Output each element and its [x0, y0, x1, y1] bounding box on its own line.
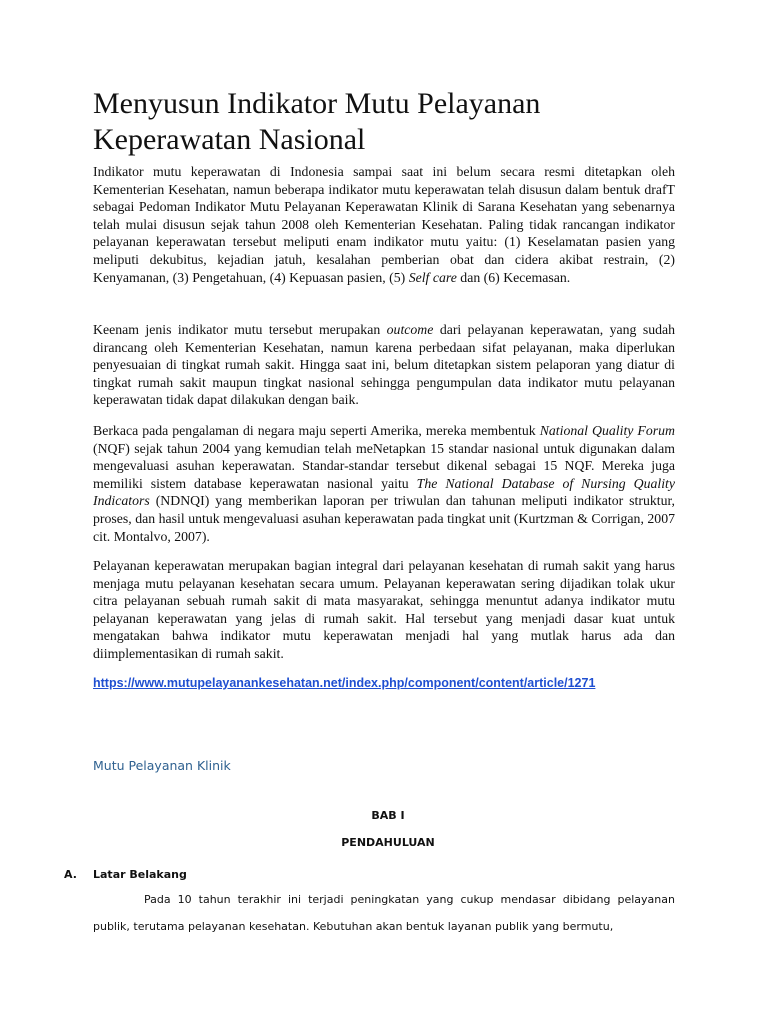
source-link[interactable]: https://www.mutupelayanankesehatan.net/index.php/component/content/article/1271 — [93, 676, 596, 690]
section-title: Latar Belakang — [93, 868, 187, 881]
paragraph-1 — [93, 163, 675, 286]
section-heading — [64, 868, 187, 881]
paragraph-2-italic-outcome: outcome — [386, 322, 434, 337]
paragraph-1-text-a: Indikator mutu keperawatan di Indonesia sampai saat ini belum secara resmi ditetapkan oleh Kementerian Kesehatan, namun beberapa indikator mutu keperawatan telah disusun dalam bentuk drafT sebagai Pedoman Indikator Mutu Pelayanan Keperawatan Klinik di Sarana Kesehatan yang sebenarnya telah mulai disusun sejak tahun 2008 oleh Kementerian Kesehatan. Paling tidak rancangan indikator pelayanan keperawatan tersebut meliputi enam indikator mutu yaitu: (1) Keselamatan pasien yang meliputi dekubitus, kejadian jatuh, kesalahan pemberian obat dan cidera akibat restrain, (2) Kenyamanan, (3) Pengetahuan, (4) Kepuasan pasien, (5) — [93, 164, 675, 285]
subheading: Mutu Pelayanan Klinik — [93, 758, 231, 773]
paragraph-3 — [93, 422, 675, 545]
paragraph-2-text-a: Keenam jenis indikator mutu tersebut merupakan — [93, 322, 387, 337]
intro-paragraph: Pada 10 tahun terakhir ini terjadi peningkatan yang cukup mendasar dibidang pelayanan publik, terutama pelayanan kesehatan. Kebutuhan akan bentuk layanan publik yang bermutu, — [93, 893, 675, 933]
paragraph-2 — [93, 321, 675, 409]
paragraph-2-text-c: dari pelayanan keperawatan, yang sudah dirancang oleh Kementerian Kesehatan, namun karena perbedaan sifat pelayanan, maka diperlukan penyesuaian di tingkat rumah sakit. Hingga saat ini, belum ditetapkan sistem pelaporan yang diatur di tingkat rumah sakit maupun tingkat nasional sehingga pengumpulan data indikator mutu pelayanan keperawatan tidak dapat dilakukan dengan baik. — [93, 322, 676, 408]
chapter-title: PENDAHULUAN — [341, 836, 435, 849]
chapter-number: BAB I — [371, 809, 405, 822]
paragraph-3-italic-ndnqi: The National Database of Nursing Quality Indicators — [93, 475, 675, 509]
section-number: A. — [64, 868, 77, 881]
paragraph-3-text-a: Berkaca pada pengalaman di negara maju seperti Amerika, mereka membentuk — [93, 423, 540, 438]
paragraph-3-text-c: (NQF) sejak tahun 2004 yang kemudian telah meNetapkan 15 standar nasional untuk digunakan dalam mengevaluasi asuhan keperawatan. Standar-standar tersebut dikenal sebagai 15 NQF. Mereka juga memiliki sistem database keperawatan nasional yaitu — [93, 440, 675, 491]
paragraph-1-text-c: dan (6) Kecemasan. — [456, 269, 571, 285]
paragraph-3-text-e: (NDNQI) yang memberikan laporan per triwulan dan tahunan meliputi indikator struktur, proses, dan hasil untuk mengevaluasi asuhan keperawatan pada tingkat unit (Kurtzman & Corrigan, 2007 cit. Montalvo, 2007). — [93, 493, 675, 544]
paragraph-3-italic-nqf: National Quality Forum — [539, 423, 675, 438]
paragraph-1-italic-self-care: Self care — [408, 269, 457, 285]
paragraph-4: Pelayanan keperawatan merupakan bagian integral dari pelayanan kesehatan di rumah sakit yang harus menjaga mutu pelayanan kesehatan secara umum. Pelayanan keperawatan sering dijadikan tolak ukur citra pelayanan sebuah rumah sakit di mata masyarakat, sehingga menuntut adanya indikator mutu pelayanan keperawatan yang jelas di rumah sakit. Hal tersebut yang menjadi dasar kuat untuk mengatakan bahwa indikator mutu keperawatan menjadi hal yang mutlak harus ada dan diimplementasikan di rumah sakit. — [93, 558, 675, 661]
article-title: Menyusun Indikator Mutu Pelayanan Keperawatan Nasional — [93, 87, 541, 156]
